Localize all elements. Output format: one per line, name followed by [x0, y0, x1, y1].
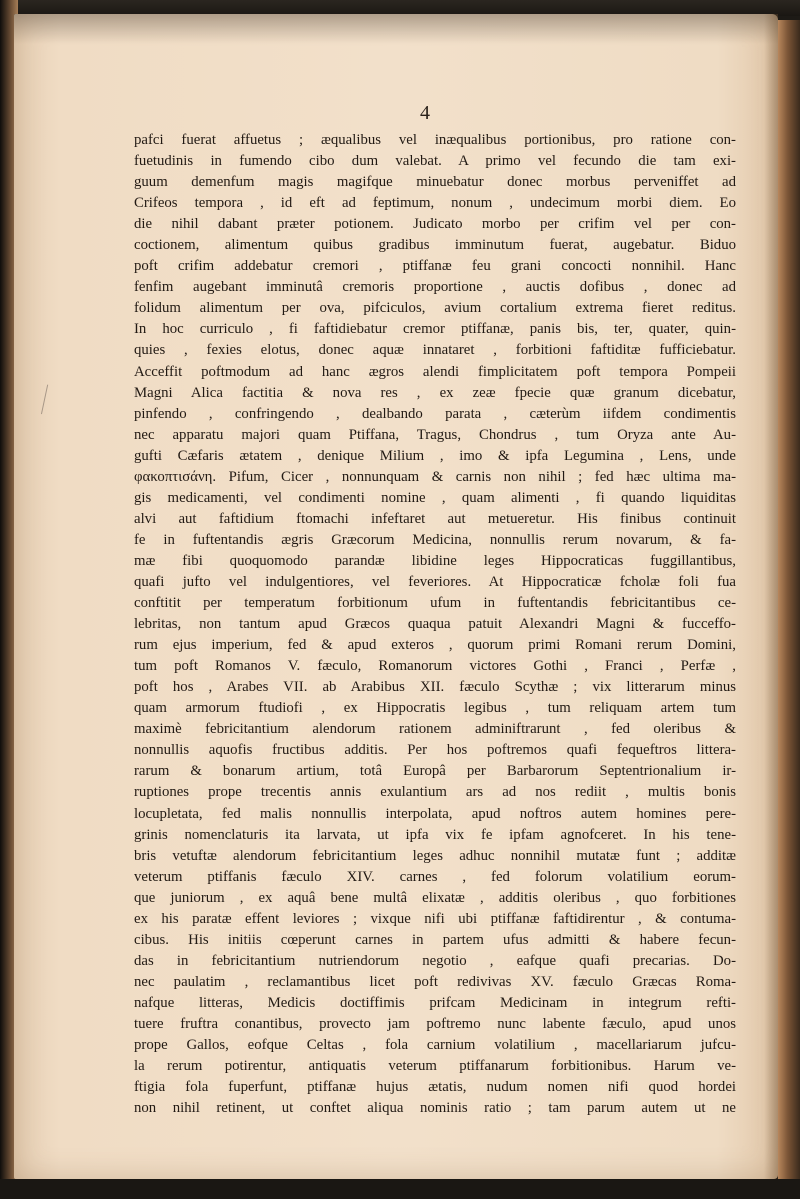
text-line: prope Gallos, eofque Celtas , fola carnium volatilium , macellariarum jufcu-: [134, 1037, 736, 1054]
text-line: mæ fibi quoquomodo parandæ libidine leges Hippocraticas fuggillantibus,: [134, 552, 736, 569]
text-line: poft crifim addebatur cremori , ptiffanæ feu grani concocti nonnihil. Hanc: [134, 258, 736, 275]
text-line: non nihil retinent, ut conftet aliqua nominis ratio ; tam parum autem ut ne: [134, 1100, 736, 1117]
book-cover-board: [778, 20, 800, 1180]
text-line: ruptiones prope trecentis annis exulantium ars ad nos rediit , multis bonis: [134, 784, 736, 801]
text-line: gufti Cæfaris ætatem , denique Milium , imo & ipfa Legumina , Lens, unde: [134, 447, 736, 464]
text-line: lebritas, non tantum apud Græcos quaqua patuit Alexandri Magni & fucceffo-: [134, 616, 736, 633]
text-line: tuere fruftra conantibus, provecto jam poftremo nunc labente fæculo, apud unos: [134, 1015, 736, 1032]
text-line: coctionem, alimentum quibus gradibus imminutum fuerat, augebatur. Biduo: [134, 237, 736, 254]
text-line: das in febricitantium nutriendorum negotio , eafque quafi precarias. Do-: [134, 952, 736, 969]
text-line: que juniorum , ex aquâ bene multâ elixatæ , additis oleribus , quo forbitiones: [134, 889, 736, 906]
page-number: 4: [420, 102, 430, 124]
text-line: pafci fuerat affuetus ; æqualibus vel inæqualibus portionibus, pro ratione con-: [134, 132, 736, 148]
text-line: Magni Alica factitia & nova res , ex zeæ fpecie quæ granum dicebatur,: [134, 384, 736, 401]
text-line: folidum alimentum per ova, pifciculos, avium cortalium extrema fieret reditus.: [134, 300, 736, 317]
page-top-shadow: [14, 14, 778, 44]
text-line: ftigia fola fuperfunt, ptiffanæ hujus ætatis, nudum nomen nifi quod hordei: [134, 1079, 736, 1096]
text-line: In hoc curriculo , fi faftidiebatur cremor ptiffanæ, panis bis, ter, quater, quin-: [134, 321, 736, 338]
text-line: poft hos , Arabes VII. ab Arabibus XII. fæculo Scythæ ; vix litterarum minus: [134, 679, 736, 696]
page-gutter-shadow: [764, 14, 778, 1179]
text-line: alvi aut faftidium ftomachi infeftaret aut metueretur. His finibus continuit: [134, 510, 736, 527]
text-line: bris vetuftæ alendorum febricitantium leges adhuc nonnihil mutatæ funt ; additæ: [134, 847, 736, 864]
text-line: Acceffit poftmodum ad hanc ægros alendi fimplicitatem poft tempora Pompeii: [134, 363, 736, 380]
text-line: cibus. His initiis cœperunt carnes in partem ufus admitti & habere fecun-: [134, 931, 736, 948]
text-line: gis medicamenti, vel condimenti nomine , quam alimenti , fi quando liquiditas: [134, 489, 736, 506]
text-line: rum ejus imperium, fed & apud exteros , quorum primi Romani rerum Domini,: [134, 637, 736, 654]
text-line: quam armorum ftudiofi , ex Hippocratis legibus , tum reliquam artem tum: [134, 700, 736, 717]
text-line: rarum & bonarum artium, totâ Europâ per Barbarorum Septentrionalium ir-: [134, 763, 736, 780]
text-line: φακοπτισάνη. Pifum, Cicer , nonnunquam & carnis non nihil ; fed hæc ultima ma-: [134, 468, 736, 485]
body-text: [134, 130, 736, 1119]
text-line: die nihil dabant præter potionem. Judicato morbo per crifim vel per con-: [134, 216, 736, 233]
text-line: fe in fuftentandis ægris Græcorum Medicina, nonnullis rerum novarum, & fa-: [134, 531, 736, 548]
text-line: Crifeos tempora , id eft ad feptimum, nonum , undecimum morbi diem. Eo: [134, 195, 736, 212]
text-line: la rerum potirentur, antiquatis veterum ptiffanarum forbitionibus. Harum ve-: [134, 1058, 736, 1075]
text-line: conftitit per temperatum forbitionum ufum in fuftentandis febricitantibus ce-: [134, 595, 736, 612]
text-line: ex his paratæ effent leviores ; vixque nifi ubi ptiffanæ faftidirentur , & contuma-: [134, 910, 736, 927]
book-bottom-edge: [0, 1179, 800, 1199]
text-line: pinfendo , confringendo , dealbando parata , cæterùm iifdem condimentis: [134, 405, 736, 422]
text-line: fuetudinis in fumendo cibo dum valebat. A primo vel fecundo die tam exi-: [134, 153, 736, 170]
text-line: nec apparatu majori quam Ptiffana, Tragus, Chondrus , tum Oryza ante Au-: [134, 426, 736, 443]
text-line: veterum ptiffanis fæculo XIV. carnes , fed folorum volatilium eorum-: [134, 868, 736, 885]
text-line: quafi jufto vel indulgentiores, vel feveriores. At Hippocraticæ fcholæ foli fua: [134, 573, 736, 590]
text-line: fenfim augebant imminutâ cremoris proportione , auctis dofibus , donec ad: [134, 279, 736, 296]
text-line: nafque litteras, Medicis doctiffimis prifcam Medicinam in integrum refti-: [134, 994, 736, 1011]
text-line: nec paulatim , reclamantibus licet poft redivivas XV. fæculo Græcas Roma-: [134, 973, 736, 990]
text-line: grinis nomenclaturis ita larvata, ut ipfa vix fe ipfam agnofceret. In his tene-: [134, 826, 736, 843]
text-line: tum poft Romanos V. fæculo, Romanorum victores Gothi , Franci , Perfæ ,: [134, 658, 736, 675]
text-line: quies , fexies elotus, donec aquæ innataret , forbitioni faftiditæ fufficiebatur.: [134, 342, 736, 359]
text-line: maximè febricitantium alendorum rationem adminiftrarunt , fed oleribus &: [134, 721, 736, 738]
text-line: locupletata, fed malis nonnullis interpolata, apud noftros autem homines pere-: [134, 805, 736, 822]
text-line: guum demenfum magis magifque minuebatur donec morbus perveniffet ad: [134, 174, 736, 191]
text-line: nonnullis aquofis fructibus additis. Per hos poftremos quafi fequeftros littera-: [134, 742, 736, 759]
